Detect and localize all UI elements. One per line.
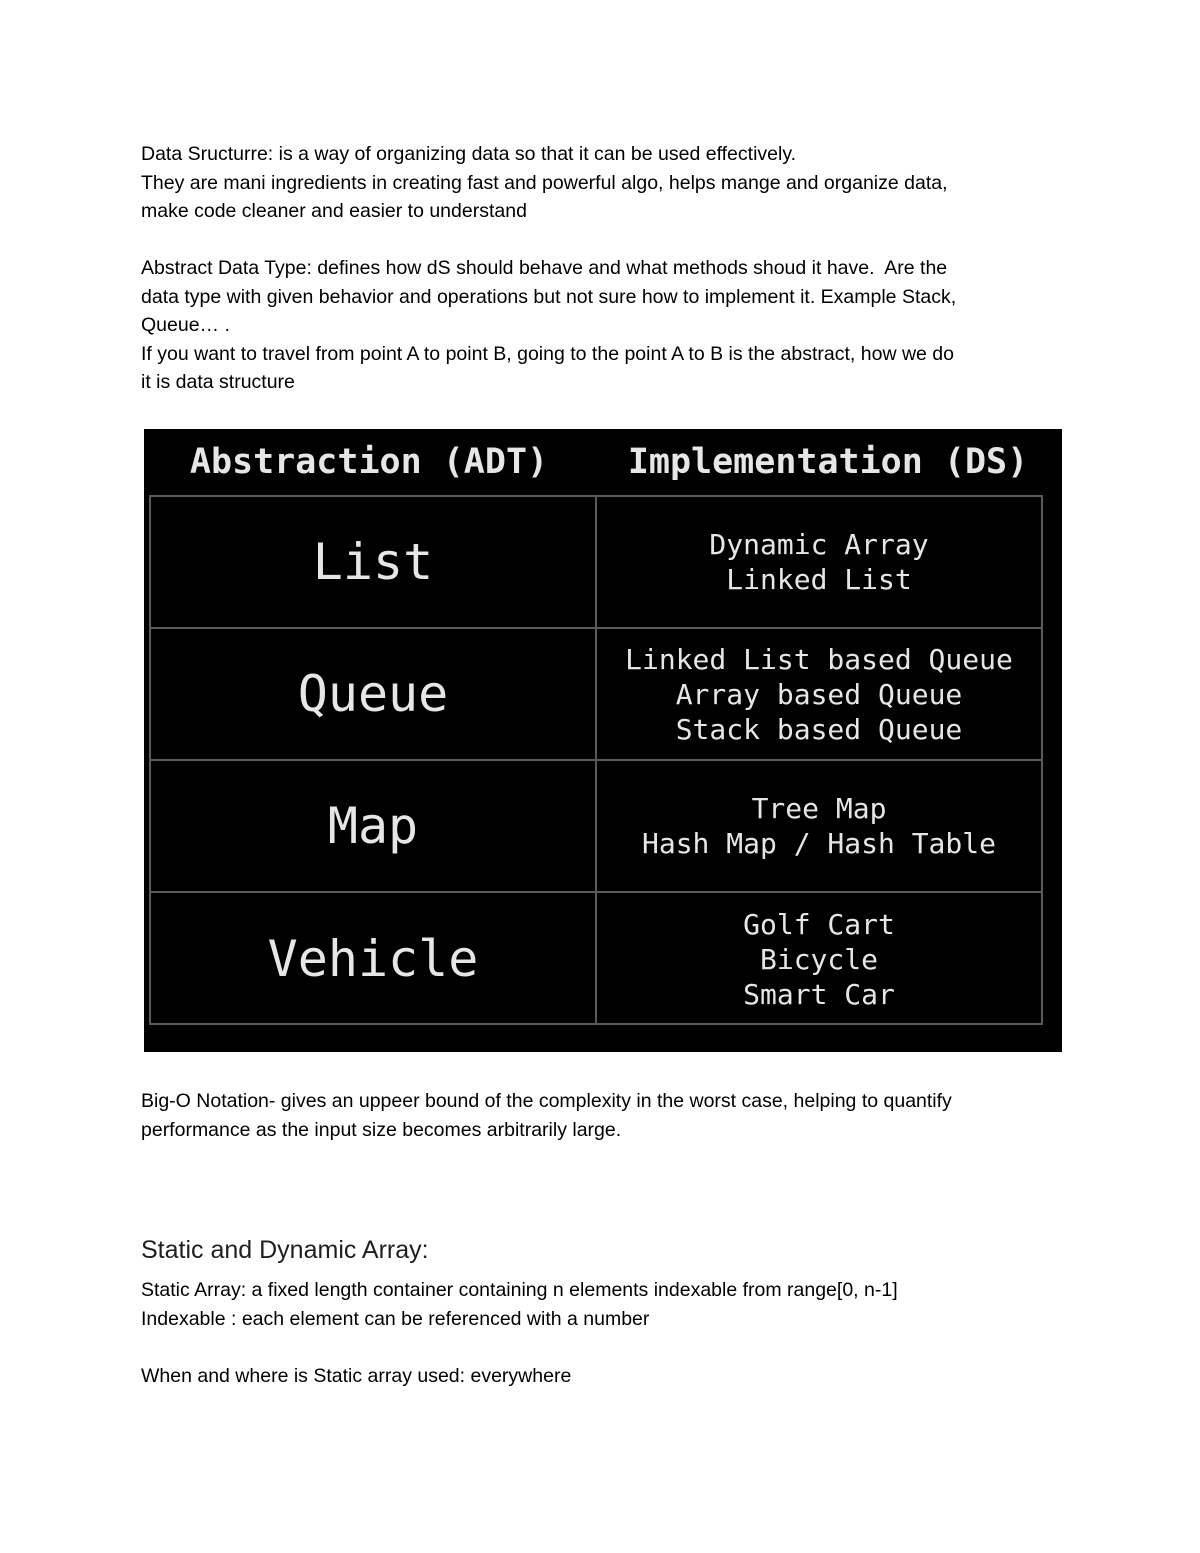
- table-row-list: [151, 497, 1041, 629]
- adt-definition-line-cont: data type with given behavior and operations but not sure how to implement it. Example Stack,: [141, 285, 957, 308]
- implementation-item: Bicycle: [759, 942, 878, 976]
- implementation-item: Tree Map: [751, 792, 887, 825]
- implementation-item: Smart Car: [743, 977, 895, 1011]
- table-row-vehicle: [151, 893, 1041, 1025]
- implementation-item: Array based Queue: [675, 677, 963, 711]
- travel-analogy-line-cont: it is data structure: [141, 371, 295, 393]
- travel-analogy-line: If you want to travel from point A to point B, going to the point A to B is the abstract, how we do: [141, 342, 954, 365]
- implementation-item: Golf Cart: [743, 907, 895, 941]
- implementation-cell: [597, 761, 1041, 891]
- abstraction-cell: Map: [151, 761, 597, 891]
- table-row-queue: [151, 629, 1041, 761]
- abstraction-cell: List: [151, 497, 597, 627]
- section-heading-arrays: Static and Dynamic Array:: [141, 1236, 429, 1264]
- implementation-cell: [597, 629, 1041, 759]
- intro-section: [141, 140, 1061, 397]
- ds-purpose-line: They are mani ingredients in creating fast and powerful algo, helps mange and organize data,: [141, 171, 948, 194]
- static-array-usage: When and where is Static array used: everywhere: [141, 1364, 572, 1387]
- implementation-item: Linked List: [726, 563, 912, 596]
- adt-definition-line: Abstract Data Type: defines how dS should behave and what methods shoud it have. Are the: [141, 257, 948, 279]
- implementation-item: Stack based Queue: [675, 712, 963, 746]
- implementation-cell: [597, 893, 1041, 1025]
- bigo-definition-line-cont: performance as the input size becomes arbitrarily large.: [141, 1118, 622, 1141]
- arrays-section: [141, 1276, 1061, 1390]
- abstraction-cell: Vehicle: [151, 893, 597, 1025]
- header-implementation: Implementation (DS): [627, 442, 1029, 482]
- ds-purpose-line-cont: make code cleaner and easier to understand: [141, 200, 527, 222]
- table-row-map: [151, 761, 1041, 893]
- implementation-item: Linked List based Queue: [625, 642, 1013, 676]
- adt-table: [149, 495, 1043, 1025]
- adt-vs-ds-figure: [144, 429, 1062, 1052]
- implementation-item: Dynamic Array: [709, 528, 929, 561]
- adt-definition-line-end: Queue… .: [141, 314, 230, 336]
- bigo-section: [141, 1087, 1061, 1144]
- abstraction-cell: Queue: [151, 629, 597, 759]
- header-abstraction: Abstraction (ADT): [189, 442, 549, 482]
- implementation-cell: [597, 497, 1041, 627]
- bigo-definition-line: Big-O Notation- gives an uppeer bound of the complexity in the worst case, helping to quantify: [141, 1090, 952, 1112]
- static-array-definition: Static Array: a fixed length container containing n elements indexable from range[0, n-1]: [141, 1279, 898, 1301]
- implementation-item: Hash Map / Hash Table: [641, 827, 996, 860]
- indexable-definition: Indexable : each element can be referenced with a number: [141, 1307, 650, 1330]
- ds-definition-line: Data Sructurre: is a way of organizing data so that it can be used effectively.: [141, 143, 797, 165]
